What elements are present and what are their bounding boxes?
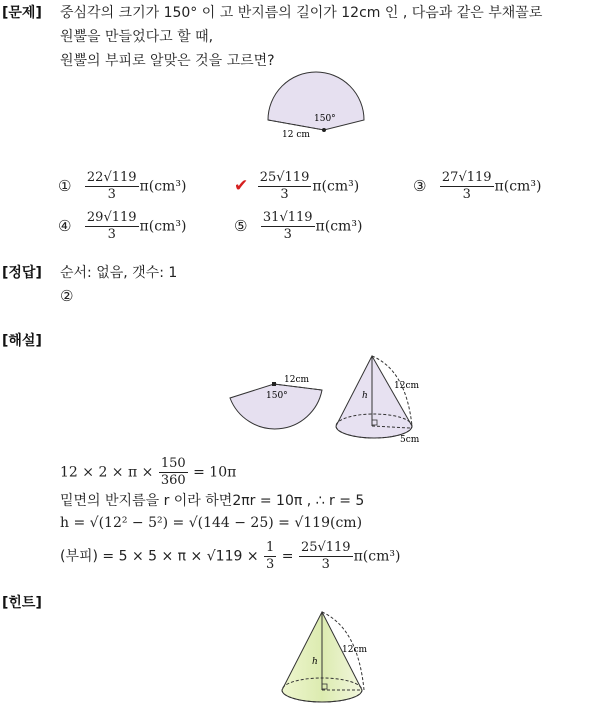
problem-text-line1: 중심각의 크기가 150° 이 고 반지름의 길이가 12cm 인 , 다음과 같은 부채꼴로	[60, 5, 543, 21]
option-5-numerator: 31√119	[262, 210, 313, 225]
option-4[interactable]	[58, 210, 186, 243]
explanation-cone-radius: 5cm	[400, 435, 420, 445]
sector-angle-label: 150°	[314, 114, 336, 124]
explanation-label: [해설]	[2, 333, 42, 349]
eq4-unit: π(cm³)	[353, 548, 401, 565]
explanation-sector-radius: 12cm	[284, 375, 310, 385]
explanation-cone-figure	[332, 352, 424, 446]
eq4-left: (부피) = 5 × 5 × π × √119 ×	[60, 548, 259, 565]
option-5[interactable]	[234, 210, 362, 243]
eq4-equals: =	[281, 548, 294, 565]
option-3-denominator: 3	[462, 187, 471, 202]
sector-radius-label: 12 cm	[282, 130, 310, 138]
explanation-cone-slant: 12cm	[394, 381, 420, 391]
option-4-denominator: 3	[107, 227, 116, 242]
option-1-marker: ①	[58, 176, 72, 195]
option-2-check-icon: ✔	[234, 175, 249, 196]
problem-label: [문제]	[2, 5, 42, 21]
explanation-sector-angle: 150°	[266, 391, 288, 401]
option-2-numerator: 25√119	[259, 170, 310, 185]
option-3-unit: π(cm³)	[494, 178, 542, 195]
option-1-numerator: 22√119	[86, 170, 137, 185]
option-1-unit: π(cm³)	[139, 178, 187, 195]
option-5-unit: π(cm³)	[315, 218, 363, 235]
option-1-denominator: 3	[107, 187, 116, 202]
answer-line1: 순서: 없음, 갯수: 1	[60, 265, 178, 281]
hint-label: [힌트]	[2, 595, 42, 611]
option-2[interactable]	[234, 170, 359, 203]
option-3[interactable]	[413, 170, 541, 203]
option-3-marker: ③	[413, 176, 427, 195]
option-1[interactable]	[58, 170, 186, 203]
answer-label: [정답]	[2, 265, 42, 281]
problem-text-line3: 원뿔의 부피로 알맞은 것을 고르면?	[60, 53, 275, 69]
sector-figure	[262, 66, 372, 138]
problem-text-line2: 원뿔을 만들었다고 할 때,	[60, 29, 214, 45]
hint-cone-figure	[278, 608, 374, 708]
option-5-marker: ⑤	[234, 216, 248, 235]
eq1-denominator: 360	[160, 473, 186, 488]
explanation-eq3: h = √(12² − 5²) = √(144 − 25) = √119(cm)	[60, 515, 363, 531]
option-2-denominator: 3	[280, 187, 289, 202]
eq1-left: 12 × 2 × π ×	[60, 464, 154, 481]
eq4-denominator2: 3	[321, 557, 330, 572]
hint-cone-height: h	[312, 657, 318, 667]
option-3-numerator: 27√119	[441, 170, 492, 185]
eq4-numerator1: 1	[266, 540, 275, 555]
option-2-unit: π(cm³)	[312, 178, 360, 195]
eq4-numerator2: 25√119	[300, 540, 351, 555]
answer-choice: ②	[60, 287, 74, 305]
option-4-numerator: 29√119	[86, 210, 137, 225]
option-4-unit: π(cm³)	[139, 218, 187, 235]
eq1-numerator: 150	[160, 456, 186, 471]
explanation-eq4	[60, 540, 400, 573]
explanation-sector-figure	[226, 368, 328, 434]
explanation-eq1	[60, 456, 236, 489]
eq4-denominator1: 3	[266, 557, 275, 572]
hint-cone-slant: 12cm	[342, 645, 368, 655]
explanation-eq2: 밑면의 반지름을 r 이라 하면2πr = 10π , ∴ r = 5	[60, 493, 365, 509]
eq1-right: = 10π	[193, 464, 237, 481]
option-4-marker: ④	[58, 216, 72, 235]
explanation-cone-height: h	[362, 391, 368, 401]
option-5-denominator: 3	[283, 227, 292, 242]
